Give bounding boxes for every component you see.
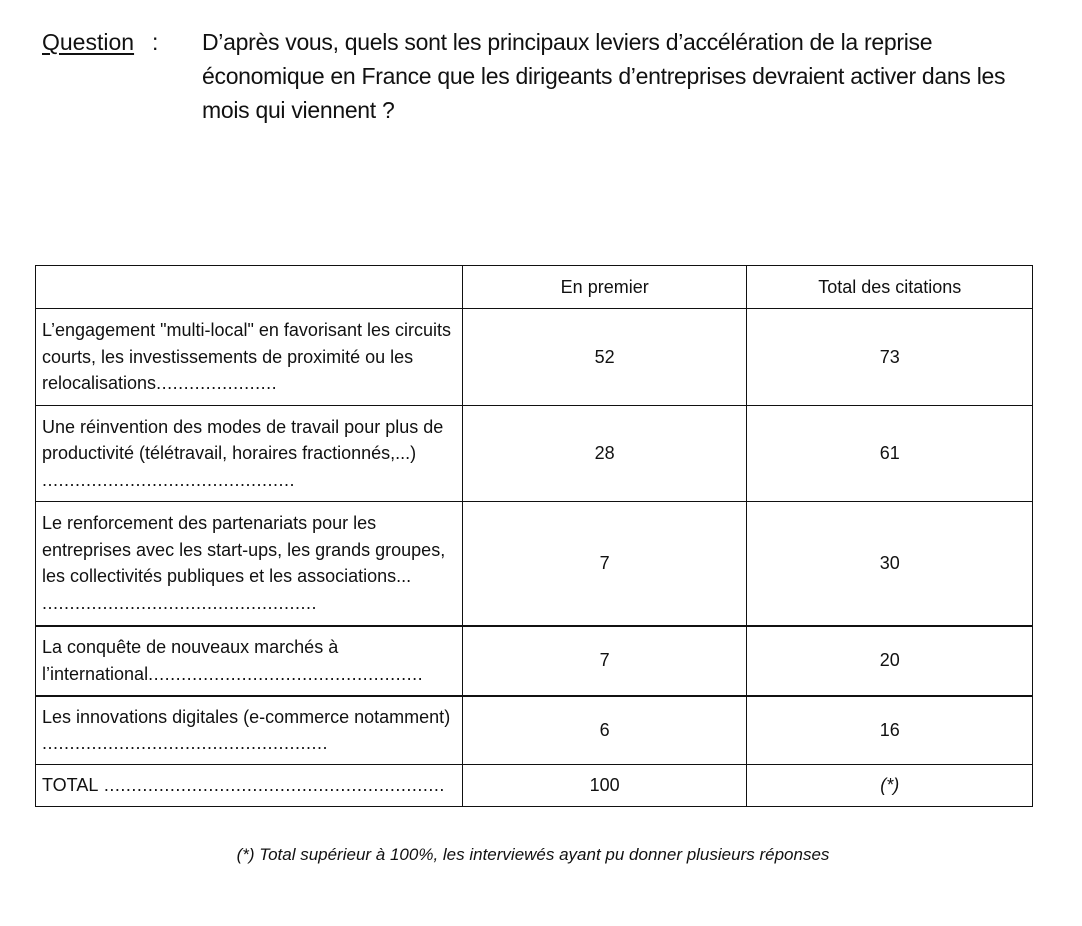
table-row: [36, 502, 1033, 626]
dot-leader: ....................................................: [42, 733, 329, 754]
en-premier-value: 7: [462, 626, 747, 696]
row-label: [36, 406, 463, 502]
table-row: [36, 626, 1033, 696]
footnote: (*) Total supérieur à 100%, les interviewés ayant pu donner plusieurs réponses: [236, 845, 830, 864]
total-en-premier: 100: [462, 765, 747, 807]
table-row: [36, 309, 1033, 406]
dot-leader: ..............................................................: [98, 775, 445, 796]
total-label: [36, 765, 463, 807]
dot-leader: ......................: [156, 373, 278, 394]
table-row: [36, 696, 1033, 765]
total-citations-value: 61: [747, 406, 1033, 502]
question-label: Question: [42, 29, 135, 55]
row-label: [36, 696, 463, 765]
row-label: [36, 626, 463, 696]
header-empty: [36, 266, 463, 309]
header-en-premier: En premier: [462, 266, 747, 309]
row-label-text: L’engagement "multi-local" en favorisant les circuits courts, les investissements de proximité ou les relocalisations: [42, 320, 451, 394]
table-header-row: [36, 266, 1033, 309]
question-text: D’après vous, quels sont les principaux leviers d’accélération de la reprise économique en France que les dirigeants d’entreprises devraient activer dans les mois qui viennent ?: [202, 29, 1006, 123]
header-total-citations: Total des citations: [747, 266, 1033, 309]
dot-leader: ..................................................: [148, 663, 424, 684]
row-label-text: La conquête de nouveaux marchés à l’international: [42, 637, 339, 684]
results-table: [35, 265, 1033, 807]
row-label-text: Une réinvention des modes de travail pour plus de productivité (télétravail, horaires fractionnés,...): [42, 416, 444, 464]
dot-leader: ..............................................: [42, 469, 296, 490]
en-premier-value: 7: [462, 502, 747, 626]
total-citations-value: 30: [747, 502, 1033, 626]
total-citations-value: 73: [747, 309, 1033, 406]
table-row: [36, 406, 1033, 502]
total-citations-value: 20: [747, 626, 1033, 696]
total-citations-value: 16: [747, 696, 1033, 765]
row-label: [36, 309, 463, 406]
row-label-text: Les innovations digitales (e-commerce notamment): [42, 706, 451, 727]
question-colon: :: [152, 29, 159, 55]
row-label: [36, 502, 463, 626]
row-label-text: Le renforcement des partenariats pour les entreprises avec les start-ups, les grands groupes, les collectivités publiques et les associations...: [42, 513, 446, 587]
table-total-row: [36, 765, 1033, 807]
en-premier-value: 6: [462, 696, 747, 765]
total-citations-note: (*): [747, 765, 1033, 807]
total-label-text: TOTAL: [42, 775, 99, 796]
en-premier-value: 52: [462, 309, 747, 406]
en-premier-value: 28: [462, 406, 747, 502]
dot-leader: ..................................................: [42, 592, 318, 613]
